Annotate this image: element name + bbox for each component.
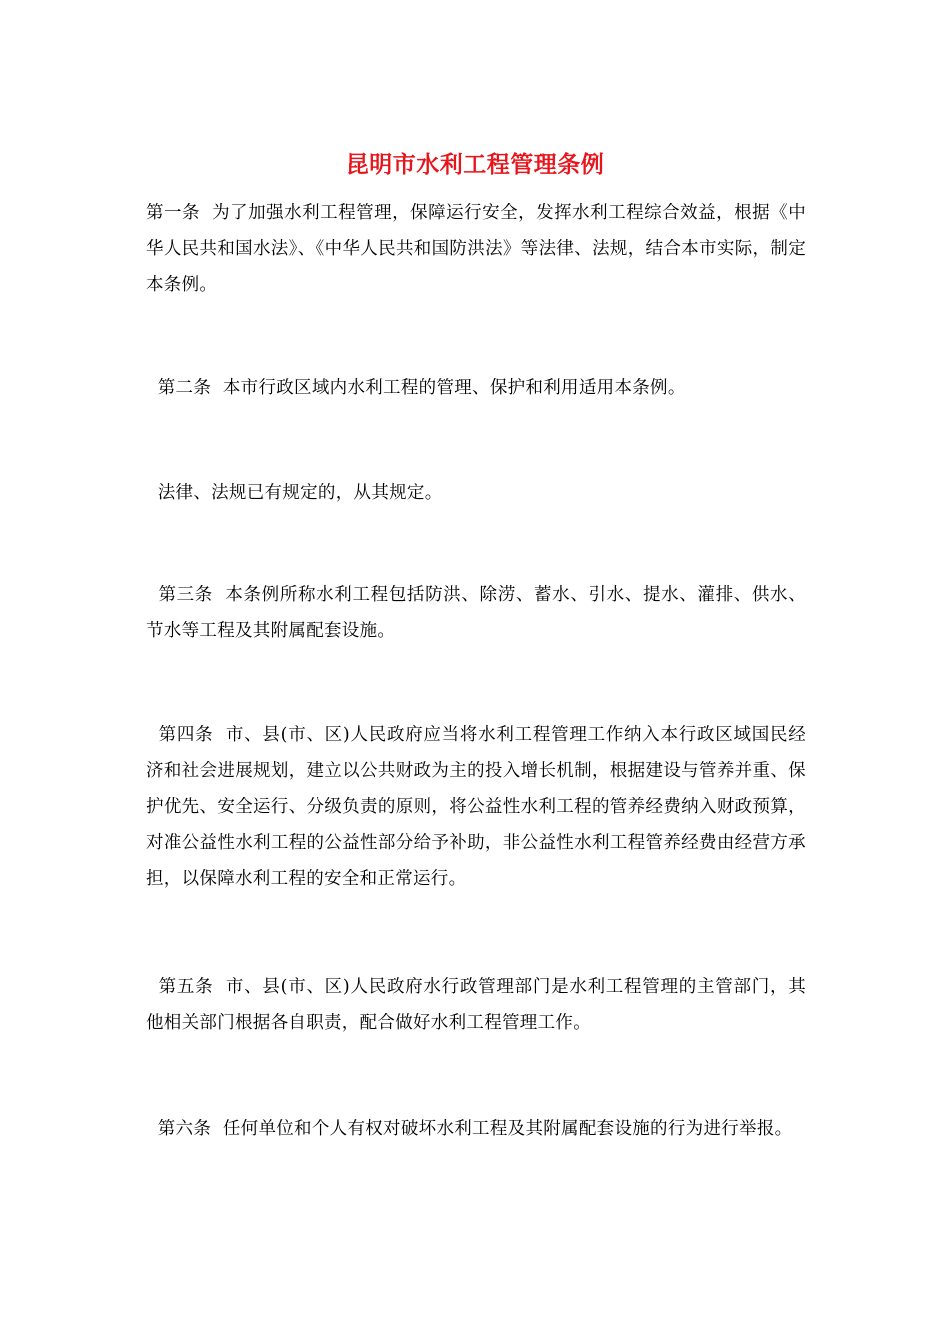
article-2: 第二条 本市行政区域内水利工程的管理、保护和利用适用本条例。: [146, 378, 686, 398]
article-3: 第三条 本条例所称水利工程包括防洪、除涝、蓄水、引水、提水、灌排、供水、节水等工程及其附属配套设施。: [146, 585, 806, 641]
article-6: 第六条 任何单位和个人有权对破坏水利工程及其附属配套设施的行为进行举报。: [146, 1119, 793, 1139]
article-5: 第五条 市、县(市、区)人民政府水行政管理部门是水利工程管理的主管部门，其他相关部门根据各自职责，配合做好水利工程管理工作。: [146, 977, 806, 1033]
article-4: 第四条 市、县(市、区)人民政府应当将水利工程管理工作纳入本行政区域国民经济和社会进展规划，建立以公共财政为主的投入增长机制，根据建设与管养并重、保护优先、安全运行、分级负责的原则，将公益性水利工程的管养经费纳入财政预算，对准公益性水利工程的公益性部分给予补助，非公益性水利工程管养经费由经营方承担，以保障水利工程的安全和正常运行。: [146, 725, 806, 889]
document-title: 昆明市水利工程管理条例: [345, 151, 605, 178]
article-2-note: 法律、法规已有规定的，从其规定。: [146, 483, 443, 503]
article-1: 第一条 为了加强水利工程管理，保障运行安全，发挥水利工程综合效益，根据《中华人民共和国水法》、《中华人民共和国防洪法》等法律、法规，结合本市实际，制定本条例。: [146, 203, 806, 295]
